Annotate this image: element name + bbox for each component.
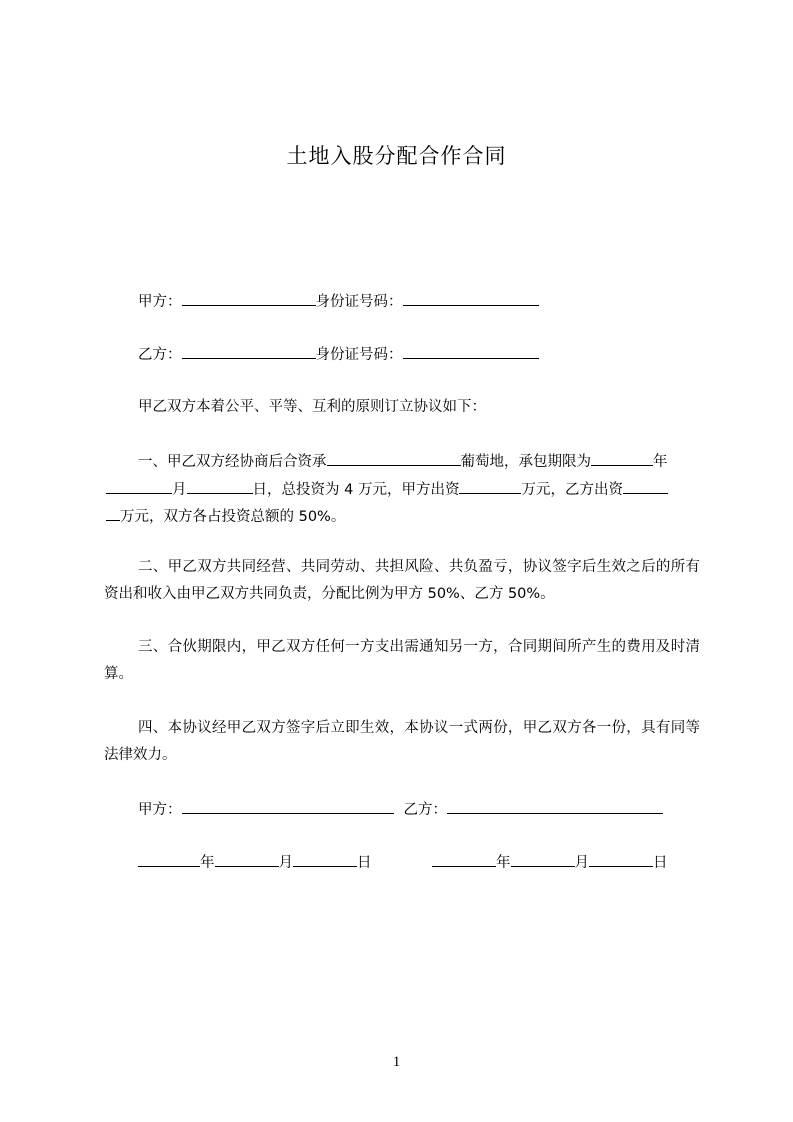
date-line-a <box>138 851 372 873</box>
party-b-label: 乙方： <box>138 347 182 363</box>
date-a-month: 月 <box>278 855 293 871</box>
date-b-year: 年 <box>496 855 511 871</box>
term-year-blank <box>591 450 653 466</box>
date-a-year: 年 <box>200 855 215 871</box>
sign-b-label: 乙方： <box>403 802 447 818</box>
clause-1-year: 年 <box>653 454 668 470</box>
date-b-month-blank <box>511 851 575 867</box>
clause-1-text-b: 葡萄地，承包期限为 <box>460 454 591 470</box>
clause-1-line-1 <box>138 450 668 472</box>
party-b-name-blank <box>182 343 316 359</box>
clause-3: 三、合伙期限内，甲乙双方任何一方支出需通知另一方，合同期间所产生的费用及时清算。 <box>104 639 700 682</box>
sign-a-label: 甲方： <box>138 802 182 818</box>
party-b-id-blank <box>403 343 539 359</box>
date-b-month: 月 <box>574 855 589 871</box>
date-a-day-blank <box>293 851 357 867</box>
page-number: 1 <box>392 1054 401 1070</box>
date-b-day: 日 <box>653 855 668 871</box>
party-b-line <box>138 343 539 365</box>
clause-1-month: 月 <box>172 482 187 498</box>
party-b-investment-blank <box>623 478 668 494</box>
party-a-line <box>138 290 539 312</box>
party-a-label: 甲方： <box>138 294 182 310</box>
date-a-day: 日 <box>357 855 372 871</box>
clause-1-text-e: 万元，双方各占投资总额的 50%。 <box>120 509 346 525</box>
signature-line <box>138 798 663 820</box>
sign-b-blank <box>447 798 663 814</box>
clause-1-line-2 <box>106 478 668 500</box>
party-a-investment-blank <box>459 478 521 494</box>
sign-a-blank <box>182 798 394 814</box>
clause-4: 四、本协议经甲乙双方签字后立即生效，本协议一式两份，甲乙双方各一份，具有同等法律效力。 <box>104 720 700 763</box>
clause-1-text-a: 一、甲乙双方经协商后合资承 <box>138 454 327 470</box>
intro-text: 甲乙双方本着公平、平等、互利的原则订立协议如下： <box>138 399 486 415</box>
clause-1-line-3 <box>106 505 345 527</box>
party-b-id-label: 身份证号码： <box>315 347 403 363</box>
document-title: 土地入股分配合作合同 <box>286 144 507 168</box>
date-b-year-blank <box>432 851 496 867</box>
term-month-blank <box>106 478 172 494</box>
date-a-month-blank <box>215 851 279 867</box>
party-a-id-blank <box>403 290 539 306</box>
date-b-day-blank <box>589 851 653 867</box>
clause-1-text-d: 万元，乙方出资 <box>521 482 623 498</box>
party-a-id-label: 身份证号码： <box>315 294 403 310</box>
party-b-investment-blank-cont <box>106 505 120 521</box>
clause-2: 二、甲乙双方共同经营、共同劳动、共担风险、共负盈亏，协议签字后生效之后的所有资出和收入由甲乙双方共同负责，分配比例为甲方 50%、乙方 50%。 <box>104 559 700 602</box>
vineyard-blank <box>327 450 461 466</box>
clause-1-text-c: 日，总投资为 4 万元，甲方出资 <box>252 482 460 498</box>
term-day-blank <box>187 478 253 494</box>
date-line-b <box>432 851 668 873</box>
party-a-name-blank <box>182 290 316 306</box>
date-a-year-blank <box>138 851 200 867</box>
